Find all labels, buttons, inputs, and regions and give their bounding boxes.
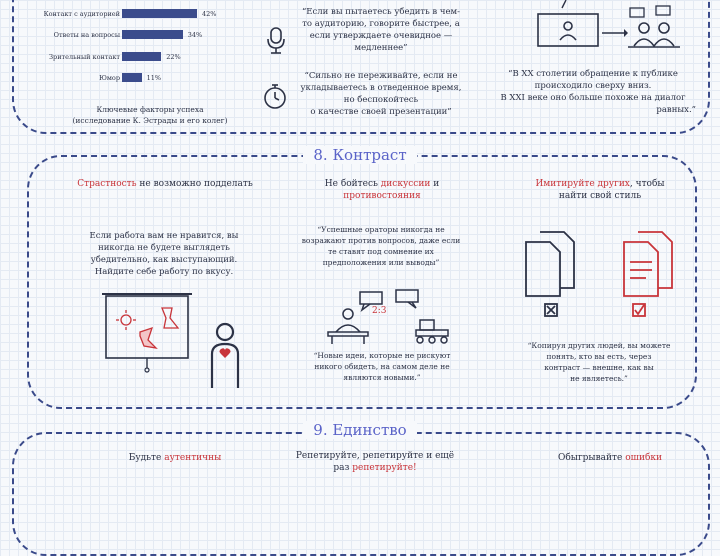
copy-documents-icon <box>520 228 690 328</box>
quote-line: укладываетесь в отведенное время, <box>300 83 462 93</box>
copying-quote <box>504 340 694 384</box>
chart-caption-line: Ключевые факторы успеха <box>96 105 204 114</box>
chart-caption <box>40 104 260 126</box>
dialogue-group-icon <box>626 6 686 50</box>
mistakes-heading-text: Обыгрывайте <box>557 453 626 463</box>
bar <box>122 9 197 18</box>
bar <box>122 30 183 39</box>
time-quote <box>288 70 474 118</box>
section-title-contrast <box>0 146 720 164</box>
passion-heading-text: не возможно подделать <box>136 179 253 189</box>
debate-icon <box>320 288 450 346</box>
quote-line: возражают против вопросов, даже если <box>301 236 461 245</box>
quote-line: если утверждаете очевидное — <box>309 31 453 41</box>
new-ideas-quote <box>292 350 472 383</box>
microphone-icon <box>264 26 288 56</box>
bar-label: Зрительный контакт <box>49 53 120 61</box>
body-line: Если работа вам не нравится, вы <box>89 231 239 241</box>
rehearse-line: Репетируйте, репетируйте и ещё <box>295 451 455 461</box>
mistakes-heading <box>520 452 700 464</box>
body-line: Найдите себе работу по вкусу. <box>94 267 234 277</box>
rehearse-text: раз <box>333 463 353 473</box>
body-line: убедительно, как выступающий. <box>90 255 238 265</box>
authentic-heading <box>90 452 260 464</box>
rehearse-line <box>270 462 480 474</box>
bar-label: Контакт с аудиторией <box>43 10 120 18</box>
quote-line: происходило сверху вниз. <box>534 81 652 91</box>
bar <box>122 73 142 82</box>
quote-line: “Сильно не переживайте, если не <box>304 71 458 81</box>
authentic-heading-text: Будьте <box>128 453 165 463</box>
rehearse-heading <box>270 450 480 474</box>
quote-line: те ставят под сомнение их <box>328 247 434 256</box>
quote-line: В XXI веке оно больше похоже на диалог <box>500 93 686 103</box>
quote-line: “Копируя других людей, вы можете <box>527 341 671 350</box>
authentic-heading-highlight: аутентичны <box>164 453 222 463</box>
imitate-heading-text: найти свой стиль <box>558 191 642 201</box>
debate-quote <box>290 224 472 268</box>
quote-line: о качестве своей презентации” <box>310 107 452 117</box>
speed-quote <box>288 6 474 54</box>
bar-label: Ответы на вопросы <box>53 31 120 39</box>
section-title-text: 9. Единство <box>303 421 416 439</box>
stopwatch-icon <box>262 82 288 112</box>
imitate-heading-highlight: Имитируйте других <box>535 179 630 189</box>
quote-line: являются новыми.” <box>343 373 421 382</box>
mistakes-heading-highlight: ошибки <box>625 453 663 463</box>
quote-line: никого обидеть, на самом деле не <box>314 362 450 371</box>
debate-score: 2:3 <box>372 306 387 316</box>
imitate-heading-text: , чтобы <box>629 179 665 189</box>
dialogue-quote <box>490 68 696 116</box>
debate-heading-highlight: дискуссии <box>380 179 431 189</box>
imitate-heading <box>500 178 700 202</box>
arrow-right-icon <box>602 28 628 38</box>
passion-body <box>66 230 262 278</box>
rehearse-highlight: репетируйте! <box>352 463 417 473</box>
success-factors-chart <box>0 0 240 100</box>
presenter-screen-icon <box>536 0 602 50</box>
passion-heading-highlight: Страстность <box>77 179 137 189</box>
quote-line: “Если вы пытаетесь убедить в чем- <box>301 7 461 17</box>
debate-heading-highlight: противостояния <box>343 191 421 201</box>
quote-line: медленнее” <box>354 43 408 53</box>
bar-label: Юмор <box>99 74 120 82</box>
quote-line: предположения или выводы” <box>322 258 440 267</box>
bar-value: 11% <box>146 74 162 82</box>
section-title-text: 8. Контраст <box>303 146 416 164</box>
quote-line: то аудиторию, говорите быстрее, а <box>302 19 460 29</box>
quote-line: контраст — внешне, как вы <box>544 363 654 372</box>
passion-heading <box>70 178 260 190</box>
debate-heading-text: и <box>430 179 440 189</box>
bar <box>122 52 161 61</box>
quote-line: не являетесь.” <box>570 374 628 383</box>
bar-row <box>0 9 240 21</box>
quote-line: “Новые идеи, которые не рискуют <box>313 351 451 360</box>
quote-line: но беспокойтесь <box>343 95 419 105</box>
presentation-board-icon <box>100 290 250 390</box>
body-line: никогда не будете выглядеть <box>98 243 230 253</box>
chart-caption-line: (исследование К. Эстрады и его колег) <box>72 116 228 125</box>
bar-row <box>0 30 240 42</box>
bar-value: 42% <box>202 10 217 18</box>
debate-heading-text: Не бойтесь <box>324 179 381 189</box>
bar-value: 34% <box>187 31 203 39</box>
bar-value: 22% <box>166 53 181 61</box>
quote-line: равных.” <box>656 105 696 115</box>
debate-heading <box>282 178 482 202</box>
quote-line: “В XX столетии обращение к публике <box>508 69 678 79</box>
quote-line: “Успешные ораторы никогда не <box>317 225 445 234</box>
quote-line: понять, кто вы есть, через <box>546 352 652 361</box>
bar-row <box>0 73 240 85</box>
section-title-unity <box>0 421 720 439</box>
bar-row <box>0 52 240 64</box>
